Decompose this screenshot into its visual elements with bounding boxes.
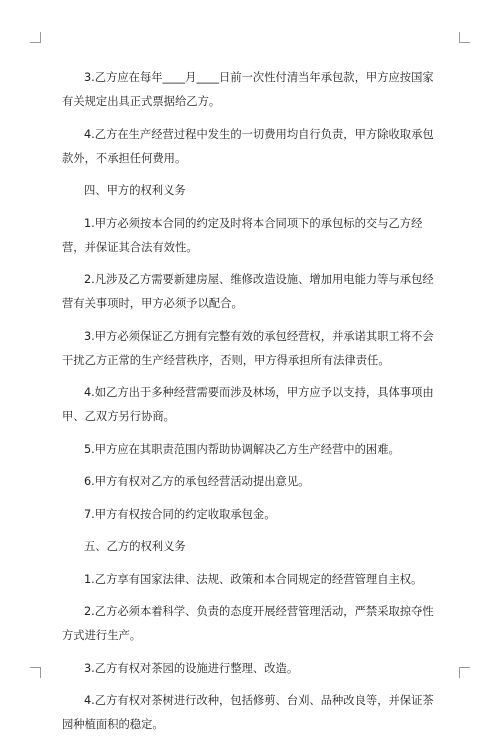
paragraph-jia-1: 1.甲方必须按本合同的约定及时将本合同项下的承包标的交与乙方经营，并保证其合法有效性。 <box>62 216 423 254</box>
crop-mark-top-left <box>30 32 41 43</box>
paragraph-yi-3: 3.乙方有权对茶园的设施进行整理、改造。 <box>84 661 299 675</box>
crop-mark-top-right <box>459 32 470 43</box>
paragraph-jia-4: 4.如乙方出于多种经营需要而涉及林场，甲方应予以支持，具体事项由甲、乙双方另行协商。 <box>62 386 434 423</box>
paragraph-jia-2: 2.凡涉及乙方需要新建房屋、维修改造设施、增加用电能力等与承包经营有关事项时，甲方必须予以配合。 <box>62 273 434 310</box>
crop-mark-bottom-right <box>459 667 470 678</box>
document-body <box>62 66 442 746</box>
paragraph-yi-2: 2.乙方必须本着科学、负责的态度开展经营管理活动，严禁采取掠夺性方式进行生产。 <box>62 605 434 642</box>
crop-mark-bottom-left <box>30 667 41 678</box>
section-heading-yi-rights: 五、乙方的权利义务 <box>84 540 186 553</box>
paragraph-yi-expenses: 4.乙方在生产经营过程中发生的一切费用均自行负责，甲方除收取承包款外，不承担任何费用。 <box>62 127 434 165</box>
paragraph-yi-payment: 3.乙方应在每年____月____日前一次性付清当年承包款，甲方应按国家有关规定出具正式票据给乙方。 <box>62 71 434 108</box>
paragraph-yi-1: 1.乙方享有国家法律、法规、政策和本合同规定的经营管理自主权。 <box>84 572 423 586</box>
paragraph-yi-4: 4.乙方有权对茶树进行改种，包括修剪、台刈、品种改良等，并保证茶园种植面积的稳定。 <box>62 694 434 731</box>
section-heading-jia-rights: 四、甲方的权利义务 <box>84 184 186 197</box>
paragraph-jia-3: 3.甲方必须保证乙方拥有完整有效的承包经营权，并承诺其职工将不会干扰乙方正常的生产经营秩序，否则，甲方得承担所有法律责任。 <box>62 329 434 367</box>
paragraph-jia-7: 7.甲方有权按合同的约定收取承包金。 <box>84 507 276 521</box>
paragraph-jia-6: 6.甲方有权对乙方的承包经营活动提出意见。 <box>84 475 310 488</box>
paragraph-jia-5: 5.甲方应在其职责范围内帮助协调解决乙方生产经营中的困难。 <box>84 442 400 456</box>
